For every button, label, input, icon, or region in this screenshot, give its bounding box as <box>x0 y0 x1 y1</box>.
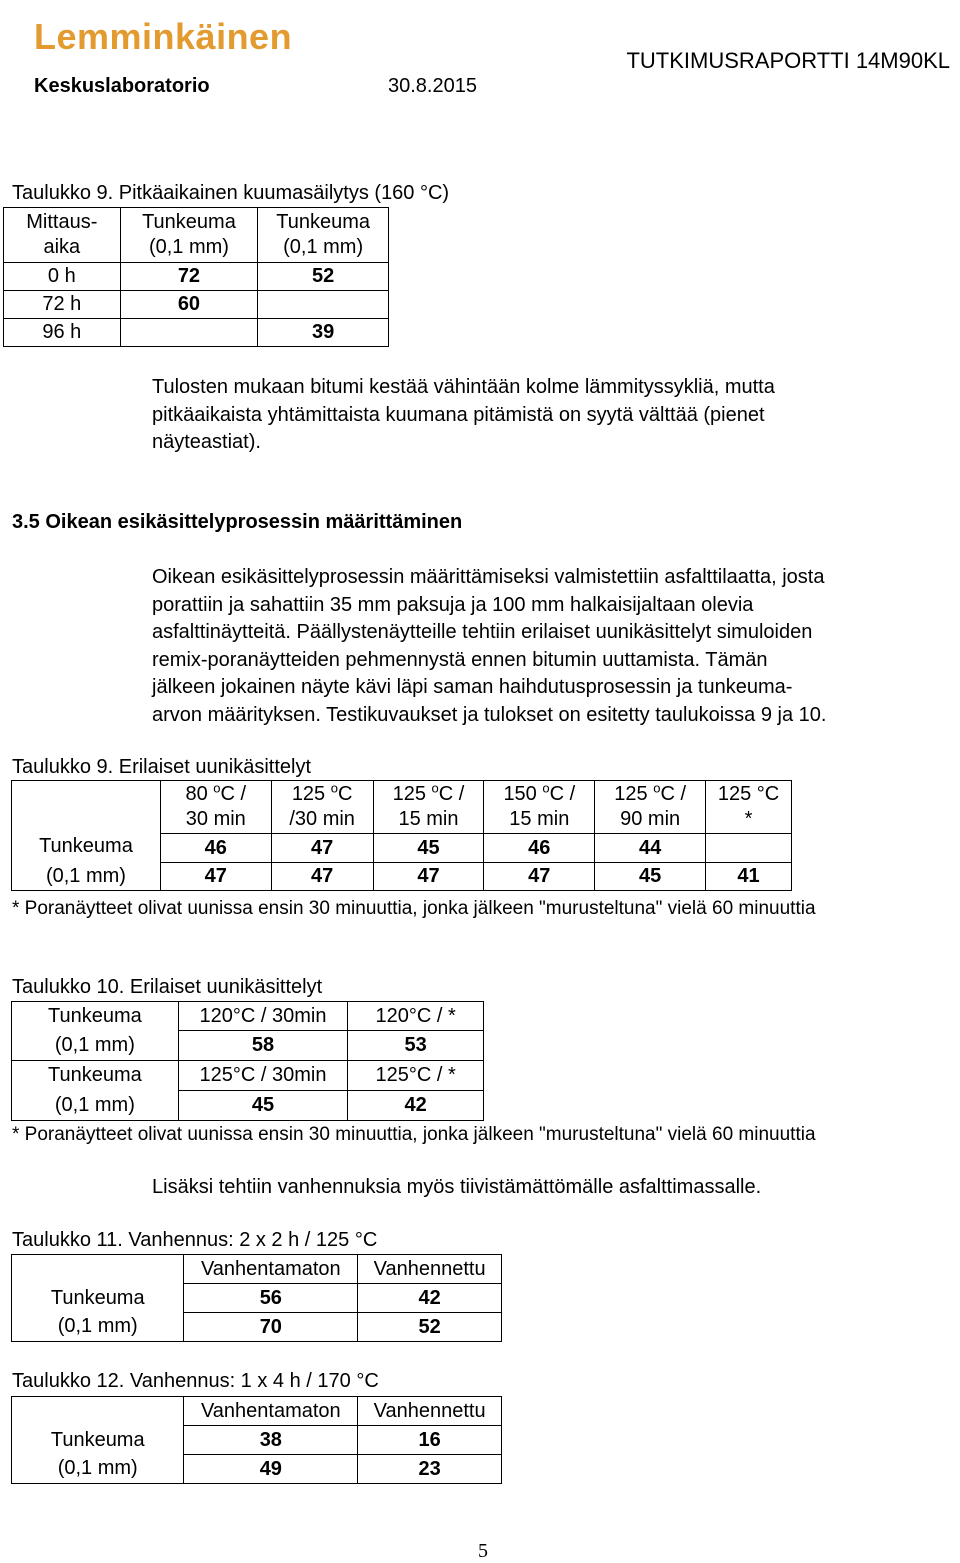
table-row: (0,1 mm) 45 42 <box>12 1091 484 1121</box>
table9a <box>3 207 389 347</box>
table9a-caption: Taulukko 9. Pitkäaikainen kuumasäilytys (160 °C) <box>12 182 450 204</box>
table9b-footnote: * Poranäytteet olivat uunissa ensin 30 minuuttia, jonka jälkeen "murusteltuna" vielä 60 minuuttia <box>12 898 816 919</box>
paragraph-results: Tulosten mukaan bitumi kestää vähintään kolme lämmityssykliä, mutta pitkäaikaista yhtämittaista kuumana pitämistä on syytä välttää (pienet näyteastiat). <box>152 376 775 453</box>
table-row: (0,1 mm) 49 23 <box>12 1455 502 1484</box>
table9a-header-time: Mittaus- aika <box>4 208 121 263</box>
table9b-col-header: 125 $^o$C / 15 min <box>373 781 484 834</box>
table-row: (0,1 mm) 58 53 <box>12 1031 484 1061</box>
report-id: TUTKIMUSRAPORTTI 14M90KL <box>626 48 950 73</box>
table-row: (0,1 mm) 47 47 47 47 45 41 <box>12 863 792 891</box>
table10-caption: Taulukko 10. Erilaiset uunikäsittelyt <box>12 976 323 998</box>
table-row: Tunkeuma 38 16 <box>12 1426 502 1455</box>
table9b-col-header: 150 $^o$C / 15 min <box>484 781 595 834</box>
table11: Vanhentamaton Vanhennettu Tunkeuma 56 42 (0,1 mm) 70 52 <box>11 1254 502 1342</box>
paragraph-aging: Lisäksi tehtiin vanhennuksia myös tiivistämättömälle asfalttimassalle. <box>152 1176 762 1198</box>
section-heading: 3.5 Oikean esikäsittelyprosessin määrittäminen <box>12 511 463 533</box>
table9a-header-a: Tunkeuma (0,1 mm) <box>120 208 258 263</box>
company-logo: Lemminkäinen <box>34 16 293 57</box>
table9b-caption: Taulukko 9. Erilaiset uunikäsittelyt <box>12 756 312 778</box>
table12: Vanhentamaton Vanhennettu Tunkeuma 38 16 (0,1 mm) 49 23 <box>11 1396 502 1484</box>
table9b-col-header: 125 °C * <box>706 781 792 834</box>
paragraph-method: Oikean esikäsittelyprosessin määrittämiseksi valmistettiin asfalttilaatta, josta porattiin ja sahattiin 35 mm paksuja ja 100 mm halkaisijaltaan olevia asfalttinäytteitä. Päällystenäytteille tehtiin erilaiset uunikäsittelyt simuloiden remix-poranäytteiden pehmennystä ennen bitumin uuttamista. Tämän jälkeen jokainen näyte kävi läpi saman haihdutusprosessin ja tunkeuma- arvon määrityksen. Testikuvaukset ja tulokset on esitetty taulukoissa 9 ja 10. <box>152 566 827 726</box>
table-row: 72 h 60 <box>4 291 389 319</box>
table12-caption: Taulukko 12. Vanhennus: 1 x 4 h / 170 °C <box>12 1370 379 1392</box>
table9a-header-b: Tunkeuma (0,1 mm) <box>258 208 389 263</box>
department: Keskuslaboratorio <box>34 75 210 97</box>
table9b-col-header: 125 $^o$C / 90 min <box>595 781 706 834</box>
table10: Tunkeuma 120°C / 30min 120°C / * (0,1 mm) 58 53 Tunkeuma 125°C / 30min 125°C / * (0,1 mm) 45 42 <box>11 1001 484 1121</box>
page-number: 5 <box>478 1540 488 1562</box>
table-row: (0,1 mm) 70 52 <box>12 1313 502 1342</box>
table9b <box>11 780 792 891</box>
report-date: 30.8.2015 <box>388 75 477 97</box>
table9b-col-header: 125 $^o$C /30 min <box>271 781 373 834</box>
table-row: Tunkeuma 56 42 <box>12 1284 502 1313</box>
table-row: 0 h 72 52 <box>4 263 389 291</box>
table9b-col-header: 80 $^o$C / 30 min <box>160 781 271 834</box>
table-row: Tunkeuma 46 47 45 46 44 <box>12 834 792 863</box>
table10-footnote: * Poranäytteet olivat uunissa ensin 30 minuuttia, jonka jälkeen "murusteltuna" vielä 60 minuuttia <box>12 1124 816 1145</box>
table-row: 96 h 39 <box>4 319 389 347</box>
table11-caption: Taulukko 11. Vanhennus: 2 x 2 h / 125 °C <box>12 1229 378 1251</box>
